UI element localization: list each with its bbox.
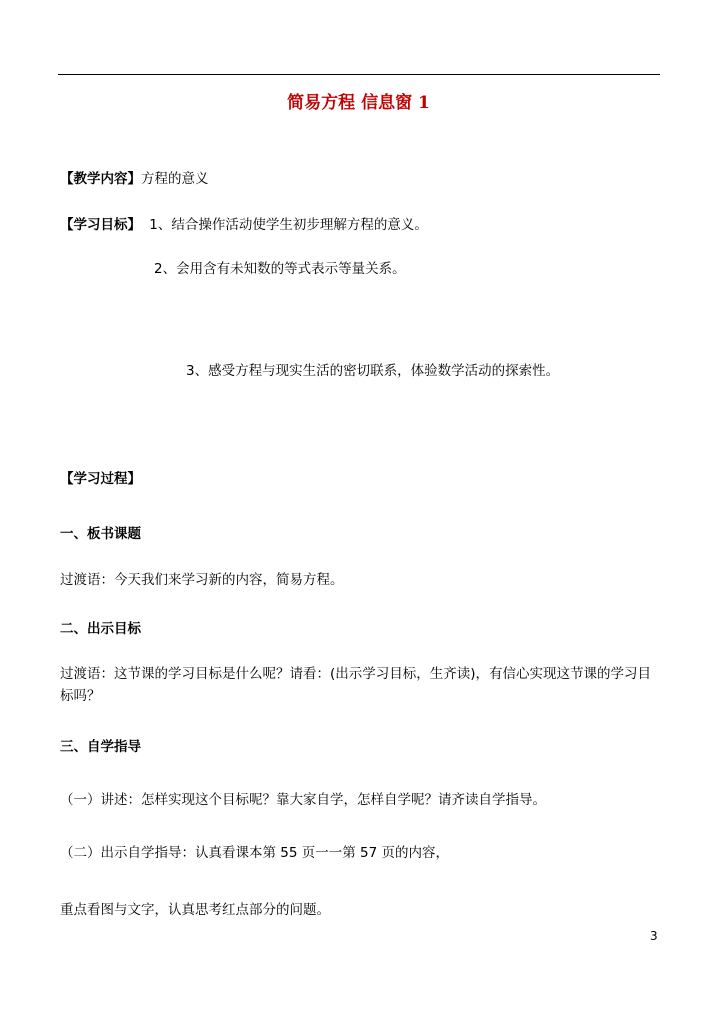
learning-goals-label: 【学习目标】 xyxy=(60,217,141,233)
page-number: 3 xyxy=(650,929,658,943)
page-title: 简易方程 信息窗 1 xyxy=(287,93,430,113)
section-text: （二）出示自学指导：认真看课本第 55 页一一第 57 页的内容， xyxy=(60,845,450,861)
section-text: 过渡语：今天我们来学习新的内容，简易方程。 xyxy=(60,572,344,588)
section-text: 过渡语：这节课的学习目标是什么呢？请看：(出示学习目标，生齐读)，有信心实现这节课的学习目标吗？ xyxy=(60,666,652,704)
section-heading: 三、自学指导 xyxy=(60,739,141,755)
learning-goals-row xyxy=(60,215,428,235)
learning-goal-item: 1、结合操作活动使学生初步理解方程的意义。 xyxy=(149,217,428,233)
teaching-content-label: 【教学内容】 xyxy=(60,171,141,187)
teaching-content-row xyxy=(60,169,209,189)
section-heading: 二、出示目标 xyxy=(60,621,141,637)
section-heading: 一、板书课题 xyxy=(60,526,141,542)
learning-goal-item: 2、会用含有未知数的等式表示等量关系。 xyxy=(154,261,406,277)
teaching-content-text: 方程的意义 xyxy=(141,171,209,187)
section-text: （一）讲述：怎样实现这个目标呢？靠大家自学，怎样自学呢？请齐读自学指导。 xyxy=(60,792,546,808)
header-rule xyxy=(58,74,660,75)
process-label: 【学习过程】 xyxy=(60,471,141,487)
learning-goal-item: 3、感受方程与现实生活的密切联系，体验数学活动的探索性。 xyxy=(186,363,560,379)
section-text: 重点看图与文字，认真思考红点部分的问题。 xyxy=(60,902,330,918)
